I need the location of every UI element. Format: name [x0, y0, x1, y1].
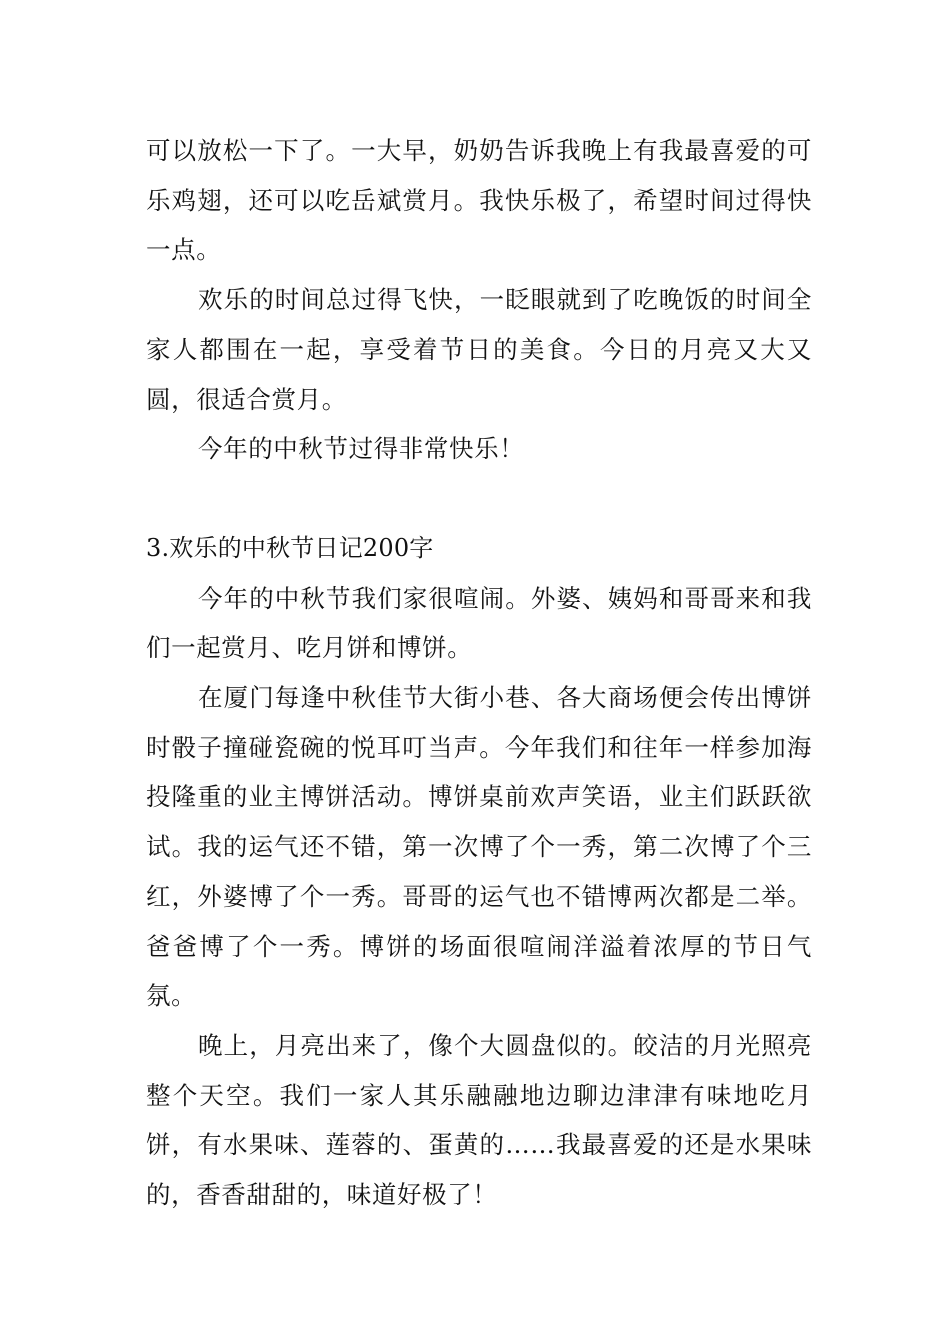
paragraph-family-gathering: 今年的中秋节我们家很喧闹。外婆、姨妈和哥哥来和我们一起赏月、吃月饼和博饼。 — [146, 583, 812, 663]
section-heading: 3.欢乐的中秋节日记200字 — [146, 533, 434, 562]
paragraph-moon-evening: 晚上，月亮出来了，像个大圆盘似的。皎洁的月光照亮整个天空。我们一家人其乐融融地边聊边津津有味地吃月饼，有水果味、莲蓉的、蛋黄的……我最喜爱的还是水果味的，香香甜甜的，味道好极了！ — [146, 1030, 812, 1210]
paragraph-dinner-time: 欢乐的时间总过得飞快，一眨眼就到了吃晚饭的时间全家人都围在一起，享受着节日的美食。今日的月亮又大又圆，很适合赏月。 — [146, 285, 812, 414]
paragraph-continuation: 可以放松一下了。一大早，奶奶告诉我晚上有我最喜爱的可乐鸡翅，还可以吃岳斌赏月。我快乐极了，希望时间过得快一点。 — [146, 136, 812, 265]
section-gap — [146, 474, 812, 524]
document-page — [146, 126, 812, 1220]
paragraph-conclusion: 今年的中秋节过得非常快乐！ — [198, 434, 525, 464]
paragraph-bobing: 在厦门每逢中秋佳节大街小巷、各大商场便会传出博饼时骰子撞碰瓷碗的悦耳叮当声。今年我们和往年一样参加海投隆重的业主博饼活动。博饼桌前欢声笑语，业主们跃跃欲试。我的运气还不错，第一次博了个一秀，第二次博了个三红，外婆博了个一秀。哥哥的运气也不错博两次都是二举。爸爸博了个一秀。博饼的场面很喧闹洋溢着浓厚的节日气氛。 — [146, 683, 812, 1011]
